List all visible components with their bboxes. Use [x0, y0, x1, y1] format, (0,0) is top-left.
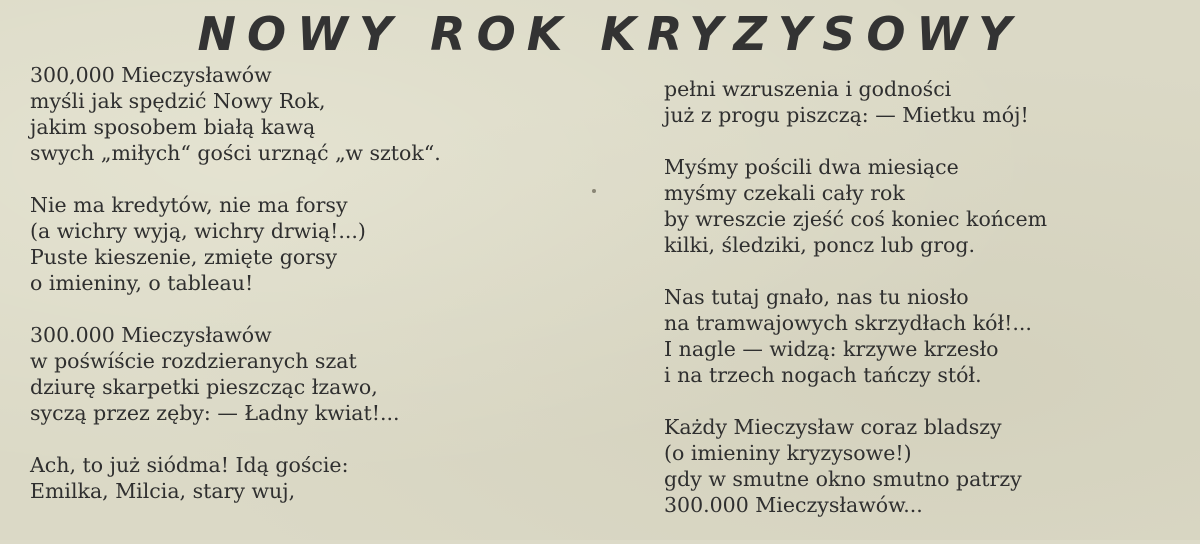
verse-line: dziurę skarpetki pieszcząc łzawo,	[30, 375, 378, 399]
poem-title: NOWY ROK KRYZYSOWY	[197, 7, 1023, 61]
verse-line: kilki, śledziki, poncz lub grog.	[664, 233, 976, 257]
verse-line: Puste kieszenie, zmięte gorsy	[30, 245, 338, 269]
stanza	[664, 414, 1184, 518]
verse-line: Nas tutaj gnało, nas tu niosło	[664, 285, 969, 309]
verse-line: 300.000 Mieczysławów...	[664, 493, 923, 517]
stanza	[30, 452, 590, 504]
verse-line: myśmy czekali cały rok	[664, 181, 905, 205]
verse-line: o imieniny, o tableau!	[30, 271, 254, 295]
verse-line: I nagle — widzą: krzywe krzesło	[664, 337, 999, 361]
stanza	[30, 62, 590, 166]
verse-line: Myśmy pościli dwa miesiące	[664, 155, 959, 179]
verse-line: w pośwíście rozdzieranych szat	[30, 349, 357, 373]
stanza	[664, 284, 1184, 388]
verse-line: gdy w smutne okno smutno patrzy	[664, 467, 1022, 491]
verse-line: myśli jak spędzić Nowy Rok,	[30, 89, 326, 113]
verse-line: Emilka, Milcia, stary wuj,	[30, 479, 296, 503]
verse-line: swych „miłych“ gości urznąć „w sztok“.	[30, 141, 441, 165]
verse-line: syczą przez zęby: — Ładny kwiat!...	[30, 401, 400, 425]
left-column	[30, 62, 590, 530]
verse-line: pełni wzruszenia i godności	[664, 77, 952, 101]
verse-line: na tramwajowych skrzydłach kół!...	[664, 311, 1032, 335]
verse-line: (o imieniny kryzysowe!)	[664, 441, 912, 465]
verse-line: już z progu piszczą: — Mietku mój!	[664, 103, 1029, 127]
verse-line: jakim sposobem białą kawą	[30, 115, 316, 139]
right-column	[664, 76, 1184, 544]
stanza	[30, 322, 590, 426]
stanza	[664, 154, 1184, 258]
verse-line: 300.000 Mieczysławów	[30, 323, 272, 347]
verse-line: Ach, to już siódma! Idą goście:	[30, 453, 349, 477]
verse-line: 300,000 Mieczysławów	[30, 63, 272, 87]
verse-line: (a wichry wyją, wichry drwią!...)	[30, 219, 366, 243]
print-speck	[592, 189, 596, 193]
verse-line: i na trzech nogach tańczy stół.	[664, 363, 982, 387]
stanza	[664, 76, 1184, 128]
verse-line: Każdy Mieczysław coraz bladszy	[664, 415, 1002, 439]
verse-line: Nie ma kredytów, nie ma forsy	[30, 193, 348, 217]
stanza	[30, 192, 590, 296]
verse-line: by wreszcie zjeść coś koniec końcem	[664, 207, 1048, 231]
